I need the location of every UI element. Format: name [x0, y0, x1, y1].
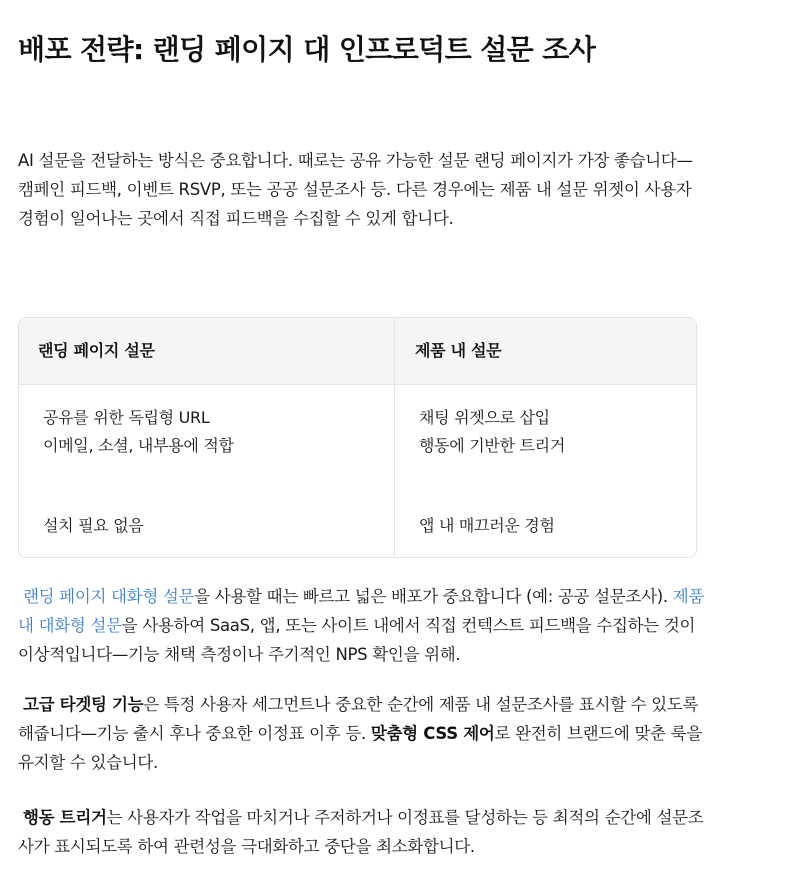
trigger-paragraph [18, 803, 708, 861]
landing-page-survey-header: 랜딩 페이지 설문 [19, 318, 395, 384]
landing-page-survey-cell [19, 385, 395, 558]
targeting-paragraph [18, 690, 708, 777]
landing-feature-item: 공유를 위한 독립형 URL [43, 408, 210, 427]
in-product-feature-item: 행동에 기반한 트리거 [419, 436, 565, 455]
comparison-body-row [19, 385, 696, 558]
css-control-label: 맞춤형 CSS 제어 [370, 724, 495, 743]
in-product-feature-item: 채팅 위젯으로 삽입 [419, 408, 550, 427]
targeting-text: 은 특정 사용자 세그먼트나 중요한 순간에 제품 내 설문조사를 표시할 수 있도록 해줍니다—기능 출시 후나 중요한 이정표 이후 등. [18, 695, 699, 743]
usage-paragraph [18, 582, 708, 669]
comparison-header-row [19, 318, 696, 385]
comparison-table [18, 317, 697, 558]
page-title: 배포 전략: 랜딩 페이지 대 인프로덕트 설문 조사 [18, 33, 596, 66]
landing-feature-item: 이메일, 소셜, 내부용에 적합 [43, 436, 234, 455]
in-product-survey-cell [395, 385, 696, 558]
landing-page-survey-link[interactable]: 랜딩 페이지 대화형 설문 [22, 587, 195, 606]
in-product-feature-item: 앱 내 매끄러운 경험 [419, 516, 555, 535]
usage-text: 을 사용하여 SaaS, 앱, 또는 사이트 내에서 직접 컨텍스트 피드백을 수집하는 것이 이상적입니다—기능 채택 측정이나 주기적인 NPS 확인을 위해. [18, 616, 696, 664]
targeting-text: 로 완전히 브랜드에 맞춘 룩을 유지할 수 있습니다. [18, 724, 702, 772]
behavior-trigger-label: 행동 트리거 [22, 808, 107, 827]
trigger-text: 는 사용자가 작업을 마치거나 주저하거나 이정표를 달성하는 등 최적의 순간에 설문조사가 표시되도록 하여 관련성을 극대화하고 중단을 최소화합니다. [18, 808, 704, 856]
usage-text: 을 사용할 때는 빠르고 넓은 배포가 중요합니다 (예: 공공 설문조사). [194, 587, 673, 606]
in-product-survey-header: 제품 내 설문 [415, 341, 502, 360]
intro-paragraph: AI 설문을 전달하는 방식은 중요합니다. 때로는 공유 가능한 설문 랜딩 페이지가 가장 좋습니다—캠페인 피드백, 이벤트 RSVP, 또는 공공 설문조사 등. 다른 경우에는 제품 내 설문 위젯이 사용자 경험이 일어나는 곳에서 직접 피드백을 수집할 수 있게 합니다. [18, 151, 693, 228]
in-product-survey-link[interactable]: 제품 내 대화형 설문 [18, 587, 705, 635]
landing-feature-item: 설치 필요 없음 [43, 516, 144, 535]
targeting-feature-label: 고급 타겟팅 기능 [22, 695, 144, 714]
